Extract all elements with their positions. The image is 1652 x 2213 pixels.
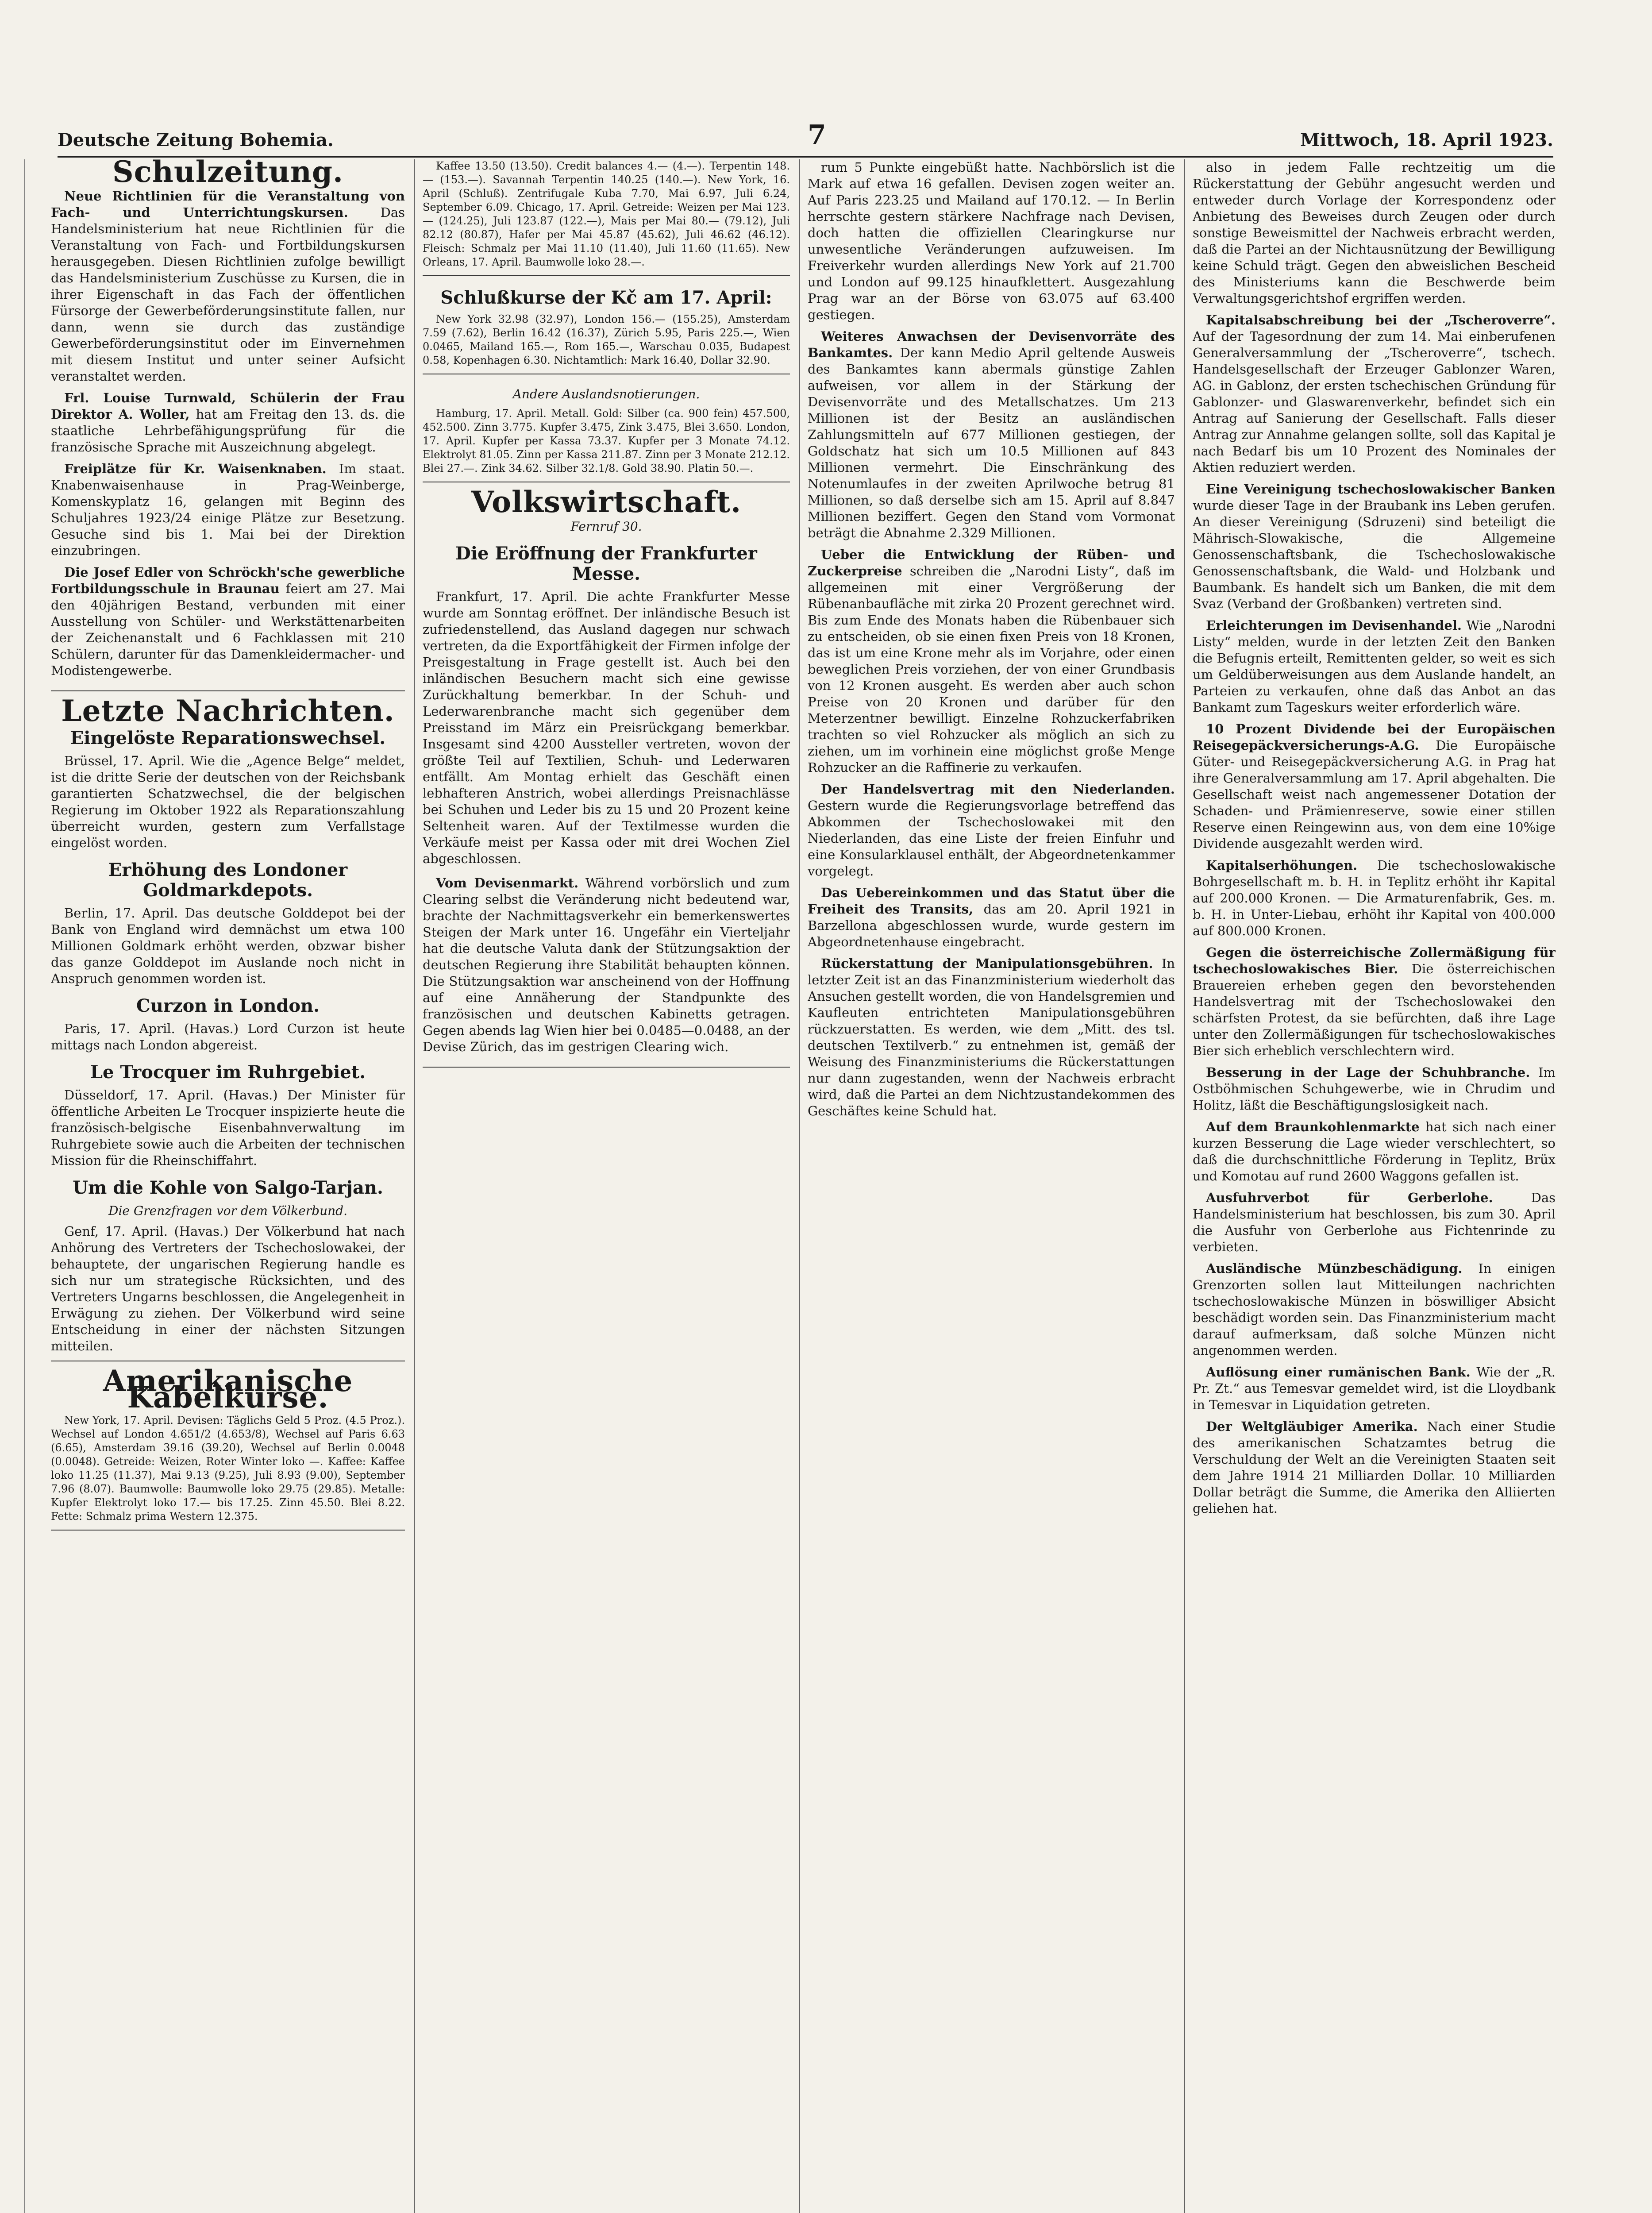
schulzeitung-section <box>51 159 405 691</box>
article: Ausländische Münzbeschädigung. In einigen Grenzorten sollen laut Mitteilungen nachrichten tschechoslowakische Münzen in böswilliger Absicht beschädigt worden sein. Das Finanzministerium macht darauf aufmerksam, daß solche Münzen nicht angenommen werden. <box>1193 1261 1556 1358</box>
section-title: Volkswirtschaft. <box>471 485 742 519</box>
article: Kapitalsabschreibung bei der „Tscheroverre“. Auf der Tagesordnung der zum 14. Mai einberufenen Generalversammlung der „Tscheroverre“, tschech. Handelsgesellschaft der Erzeuger Gablonzer Waren, AG. in Gablonz, der ersten tschechischen Gründung für Gablonzer- und Glaswarenverkehr, befindet sich ein Antrag auf Sanierung der Gesellschaft. Falls dieser Antrag zur Annahme gelangen sollte, soll das Kapital je nach Bedarf bis um 10 Prozent des Nominales der Aktien reduziert werden. <box>1193 312 1556 475</box>
article: Frl. Louise Turnwald, Schülerin der Frau Direktor A. Woller, hat am Freitag den 13. ds. die staatliche Lehrbefähigungsprüfung für die französische Sprache mit Auszeichnung abgelegt. <box>51 390 405 455</box>
newspaper-title: Deutsche Zeitung Bohemia. <box>58 130 334 150</box>
section-title: Letzte Nachrichten. <box>61 694 395 728</box>
article: Eine Vereinigung tschechoslowakischer Banken wurde dieser Tage in der Braubank ins Leben gerufen. An dieser Vereinigung (Sdruzeni) sind beteiligt die Mährisch-Slowakische, die Allgemeine Genossenschaftsbank, die Tschechoslowakische Genossenschaftsbank, die Wald- und Holzbank und Baumbank. Es handelt sich um Banken, die mit dem Svaz (Verband der Großbanken) vertreten sind. <box>1193 482 1556 611</box>
article: Freiplätze für Kr. Waisenknaben. Im staat. Knabenwaisenhause in Prag-Weinberge, Komenskyplatz 16, gelangen mit Beginn des Schuljahres 1923/24 einige Plätze zur Besetzung. Gesuche sind bis 1. Mai bei der Direktion einzubringen. <box>51 461 405 558</box>
section-title: Schulzeitung. <box>112 159 344 189</box>
volkswirtschaft-section: Volkswirtschaft. Fernruf 30. Die Eröffnung der Frankfurter Messe. Frankfurt, 17. April. Die achte Frankfurter Messe wurde am Sonntag eröffnet. Der inländische Besuch ist zufriedenstellend, das Ausland dagegen nur schwach vertreten, da die Exportfähigkeit der Firmen infolge der Preisgestaltung in Frage gestellt ist. Auch bei den inländischen Besuchern macht sich eine gewisse Zurückhaltung bemerkbar. In der Schuh- und Lederwarenbranche macht sich gegenüber dem Preisstand im März ein Preisrückgang bemerkbar. Insgesamt sind 4200 Aussteller vertreten, wovon der größte Teil auf Textilien, Schuh- und Lederwaren entfällt. Am Montag erhielt das Geschäft einen lebhafteren Anstrich, wobei allerdings Preisnachlässe bei Schuhen und Leder bis zu 15 und 20 Prozent keine Seltenheit waren. Auf der Textilmesse wurden die Verkäufe meist per Kassa oder mit drei Wochen Ziel abgeschlossen. Vom Devisenmarkt. Während vorbörslich und zum Clearing selbst die Veränderung nicht bedeutend war, brachte der Nachmittagsverkehr ein bemerkenswertes Steigen der Mark unter 16. Ungefähr ein Vierteljahr hat die deutsche Valuta dank der Stützungsaktion der deutschen Regierung ihre Stabilität behaupten können. Die Stützungsaktion war anscheinend von der Hoffnung auf eine Annäherung der Standpunkte des französischen und deutschen Kabinetts getragen. Gegen abends lag Wien hier bei 0.0485—0.0488, an der Devise Zürich, das im gestrigen Clearing wich. <box>423 494 790 1068</box>
article: Vom Devisenmarkt. Während vorbörslich und zum Clearing selbst die Veränderung nicht bedeutend war, brachte der Nachmittagsverkehr ein bemerkenswertes Steigen der Mark unter 16. Ungefähr ein Vierteljahr hat die deutsche Valuta dank der Stützungsaktion der deutschen Regierung ihre Stabilität behaupten können. Die Stützungsaktion war anscheinend von der Hoffnung auf eine Annäherung der Standpunkte des französischen und deutschen Kabinetts getragen. Gegen abends lag Wien hier bei 0.0485—0.0488, an der Devise Zürich, das im gestrigen Clearing wich. <box>423 875 790 1054</box>
kabelkurse-section <box>51 1364 405 1531</box>
column-rule <box>1184 159 1185 2213</box>
article: Auf dem Braunkohlenmarkte hat sich nach einer kurzen Besserung die Lage wieder verschlechtert, so daß die durchschnittliche Förderung in Teplitz, Brüx und Komotau auf rund 2600 Waggons gefallen ist. <box>1193 1119 1556 1184</box>
article: Das Uebereinkommen und das Statut über die Freiheit des Transits, das am 20. April 1921 in Barzellona abgeschlossen wurde, wurde gestern im Abgeordnetenhause eingebracht. <box>808 885 1175 949</box>
issue-date: Mittwoch, 18. April 1923. <box>1300 130 1553 150</box>
column-1 <box>51 159 405 2213</box>
article: Rückerstattung der Manipulationsgebühren. In letzter Zeit ist an das Finanzministerium wiederholt das Ansuchen gestellt worden, die von Handelsgremien und Kaufleuten entrichteten Manipulationsgebühren rückzuerstatten. Es werden, wie dem „Mitt. des tsl. deutschen Textilverb.“ zu entnehmen ist, gemäß der Weisung des Finanzministeriums die Rückerstattungen nur dann zugestanden, wenn der Nachweis erbracht wird, daß die Partei an dem Nichtzustandekommen des Geschäftes keine Schuld hat. <box>808 956 1175 1118</box>
article-headline: Die Eröffnung der Frankfurter Messe. <box>455 543 757 584</box>
article: Der Handelsvertrag mit den Niederlanden. Gestern wurde die Regierungsvorlage betreffend das Abkommen der Tschechoslowakei mit den Niederlanden, das eine Liste der freien Einfuhr und eine Konsularklausel enthält, der Abgeordnetenkammer vorgelegt. <box>808 782 1175 879</box>
column-4 <box>1193 159 1556 2213</box>
article: Die Josef Edler von Schröckh'sche gewerbliche Fortbildungsschule in Braunau feiert am 27. Mai den 40jährigen Bestand, verbunden mit einer Ausstellung von Schüler- und Werkstättenarbeiten der Zeichenanstalt und 6 Fachklassen mit 210 Schülern, darunter für das Damenkleidermacher- und Modistengewerbe. <box>51 565 405 678</box>
boerse-section <box>423 159 790 276</box>
market-text: New York 32.98 (32.97), London 156.— (155.25), Amsterdam 7.59 (7.62), Berlin 16.42 (16.37), Zürich 5.95, Paris 225.—, Wien 0.0465, Mailand 165.—, Rom 165.—, Warschau 0.035, Budapest 0.58, Kopenhagen 6.30. Nichtamtlich: Mark 16.40, Dollar 32.90. <box>423 313 790 366</box>
article: Der Weltgläubiger Amerika. Nach einer Studie des amerikanischen Schatzamtes betrug die Verschuldung der Welt an die Vereinigten Staaten seit dem Jahre 1914 21 Milliarden Dollar. 10 Milliarden Dollar beträgt die Summe, die Amerika den Alliierten geliehen hat. <box>1193 1419 1556 1516</box>
article: Auflösung einer rumänischen Bank. Wie der „R. Pr. Zt.“ aus Temesvar gemeldet wird, ist die Lloydbank in Temesvar in Liquidation getreten. <box>1193 1365 1556 1412</box>
auslandsnotierungen-section <box>423 386 790 482</box>
section-title: Amerikanische Kabelkurse. <box>103 1364 353 1415</box>
schlusskurse-section <box>423 288 790 374</box>
article-headline: Curzon in London. <box>136 995 320 1016</box>
article: Weiteres Anwachsen der Devisenvorräte des Bankamtes. Der kann Medio April geltende Ausweis des Bankamtes kann abermals günstige Zahlen aufweisen, vor allem in der Stärkung der Devisenvorräte und des Metallschatzes. Um 213 Millionen ist der Besitz an ausländischen Zahlungsmitteln auf 677 Millionen gestiegen, der Goldschatz hat sich um 10.5 Millionen auf 843 Millionen vermehrt. Die Einschränkung des Notenumlaufes in der zweiten Aprilwoche betrug 81 Millionen, so daß derselbe sich am 15. April auf 8.847 Millionen beziffert. Gegen den Stand vom Vormonat beträgt die Abnahme 2.329 Millionen. <box>808 329 1175 540</box>
article-subheadline: Die Grenzfragen vor dem Völkerbund. <box>108 1203 347 1218</box>
page-header <box>58 111 1553 158</box>
page-number: 7 <box>808 120 826 150</box>
article: rum 5 Punkte eingebüßt hatte. Nachbörslich ist die Mark auf etwa 16 gefallen. Devisen zogen weiter an. Auf Paris 223.25 und Mailand auf 170.12. — In Berlin herrschte gestern stärkere Nachfrage nach Devisen, doch hatten die offiziellen Clearingkurse nur unwesentliche Veränderungen aufzuweisen. Im Freiverkehr wurden allerdings New York auf 21.700 und London auf 99.125 hinaufklettert. Ausgezahlung Prag war an der Börse von 63.075 auf 63.400 gestiegen. <box>808 160 1175 322</box>
column-rule <box>414 159 415 2213</box>
section-title: Schlußkurse der Kč am 17. April: <box>440 287 772 308</box>
article: Erleichterungen im Devisenhandel. Wie „Narodni Listy“ melden, wurde in der letzten Zeit den Banken die Befugnis erteilt, Remittenten gelder, so weit es sich um Geldüberweisungen aus dem Auslande handelt, an Parteien zu verkaufen, ohne daß das Anbot an das Bankamt zum Tageskurs weiter erforderlich wäre. <box>1193 618 1556 715</box>
section-subtitle: Fernruf 30. <box>570 519 642 534</box>
article: Neue Richtlinien für die Veranstaltung von Fach- und Unterrichtungskursen. Das Handelsministerium hat neue Richtlinien für die Veranstaltung von Fach- und Fortbildungskursen herausgegeben. Diesen Richtlinien zufolge bewilligt das Handelsministerium Zuschüsse zu Kursen, die in ihrer Eigenschaft in das Fach der öffentlichen Fürsorge der Gewerbeförderungsinstitute fallen, nur dann, wenn sie durch das zuständige Gewerbeförderungsinstitut oder im Einvernehmen mit diesem Institut und unter seiner Aufsicht veranstaltet werden. <box>51 189 405 384</box>
market-text: Kaffee 13.50 (13.50). Credit balances 4.— (4.—). Terpentin 148.— (153.—). Savannah Terpentin 140.25 (140.—). New York, 16. April (Schluß). Zentrifugale Kuba 7.70, Mai 6.97, Juli 6.24, September 6.09. Chicago, 17. April. Getreide: Weizen per Mai 123.— (124.25), Juli 123.87 (122.—), Mais per Mai 80.— (79.12), Juli 82.12 (80.87), Hafer per Mai 45.87 (45.62), Juli 46.62 (46.12). Fleisch: Schmalz per Mai 11.10 (11.40), Juli 11.60 (11.65). New Orleans, 17. April. Baumwolle loko 28.—. <box>423 160 790 268</box>
article: Ausfuhrverbot für Gerberlohe. Das Handelsministerium hat beschlossen, bis zum 30. April die Ausfuhr von Gerberlohe aus Fichtenrinde zu verbieten. <box>1193 1190 1556 1254</box>
article-headline: Um die Kohle von Salgo-Tarjan. <box>73 1177 383 1198</box>
adjacent-page-edge <box>0 159 25 2213</box>
market-text: New York, 17. April. Devisen: Täglichs Geld 5 Proz. (4.5 Proz.). Wechsel auf London 4.651/2 (4.653/8), Wechsel auf Paris 6.63 (6.65), Amsterdam 39.16 (39.20), Wechsel auf Berlin 0.0048 (0.0048). Getreide: Weizen, Roter Winter loko —. Kaffee: Kaffee loko 11.25 (11.37), Mai 9.13 (9.25), Juli 8.93 (9.00), September 7.96 (8.07). Baumwolle: Baumwolle loko 29.75 (29.85). Metalle: Kupfer Elektrolyt loko 17.— bis 17.25. Zinn 45.50. Blei 8.22. Fette: Schmalz prima Western 12.375. <box>51 1414 405 1523</box>
column-2 <box>423 159 790 2213</box>
letzte-nachrichten-section: Letzte Nachrichten. Eingelöste Reparationswechsel. Brüssel, 17. April. Wie die „Agence Belge“ meldet, ist die dritte Serie der deutschen von der Reichsbank garantierten Schatzwechsel, die der belgischen Regierung im Oktober 1922 als Reparationszahlung überreicht wurden, gestern zum Verfallstage eingelöst worden. Erhöhung des Londoner Goldmarkdepots. Berlin, 17. April. Das deutsche Golddepot bei der Bank von England wird demnächst um etwa 100 Millionen Goldmark erhöht werden, obzwar bisher das ganze Golddepot im Auslande noch nicht in Anspruch genommen worden ist. Curzon in London. Paris, 17. April. (Havas.) Lord Curzon ist heute mittags nach London abgereist. Le Trocquer im Ruhrgebiet. Düsseldorf, 17. April. (Havas.) Der Minister für öffentliche Arbeiten Le Trocquer inspizierte heute die französisch-belgische Eisenbahnverwaltung im Ruhrgebiete sowie auch die Arbeiten der technischen Mission für die Rheinschiffahrt. Um die Kohle von Salgo-Tarjan. Die Grenzfragen vor dem Völkerbund. Genf, 17. April. (Havas.) Der Völkerbund hat nach Anhörung des Vertreters der Tschechoslowakei, der behauptete, der ungarischen Regierung handle es sich nur um strategische Rücksichten, und des Vertreters Ungarns beschlossen, die Angelegenheit in Erwägung zu ziehen. Der Völkerbund wird seine Entscheidung in einer der nächsten Sitzungen mitteilen. <box>51 703 405 1361</box>
article: 10 Prozent Dividende bei der Europäischen Reisegepäckversicherungs-A.G. Die Europäische Güter- und Reisegepäckversicherung A.G. in Prag hat ihre Generalversammlung am 17. April abgehalten. Die Gesellschaft weist nach angemessener Dotation der Schaden- und Prämienreserve, sowie einer stillen Reserve einen Reingewinn aus, von dem eine 10%ige Dividende ausgezahlt werden wird. <box>1193 721 1556 851</box>
column-3 <box>808 159 1175 2213</box>
column-rule <box>799 159 800 2213</box>
market-text: Hamburg, 17. April. Metall. Gold: Silber (ca. 900 fein) 457.500, 452.500. Zinn 3.775. Kupfer 3.475, Zink 3.475, Blei 3.650. London, 17. April. Kupfer per Kassa 73.37. Kupfer per 3 Monate 74.12. Elektrolyt 81.05. Zinn per Kassa 211.87. Zinn per 3 Monate 212.12. Blei 27.—. Zink 34.62. Silber 32.1/8. Gold 38.90. Platin 50.—. <box>423 407 790 474</box>
article-headline: Le Trocquer im Ruhrgebiet. <box>90 1062 366 1083</box>
article: Ueber die Entwicklung der Rüben- und Zuckerpreise schreiben die „Narodni Listy“, daß im allgemeinen mit einer Vergrößerung der Rübenanbaufläche mit zirka 20 Prozent gerechnet wird. Bis zum Ende des Monats haben die Rübenbauer sich zu entscheiden, ob sie einen fixen Preis von 18 Kronen, das ist um eine Krone mehr als im Vorjahre, oder einen beweglichen Preis vorziehen, der von einer Grundbasis von 12 Kronen ausgeht. Es werden aber auch schon Preise von 20 Kronen und darüber für den Meterzentner bewilligt. Einzelne Rohzuckerfabriken trachten so viel Rohzucker als möglich an sich zu ziehen, um im vorhinein eine möglichst große Menge Rohzucker an die Raffinerie zu verkaufen. <box>808 547 1175 775</box>
article-headline: Erhöhung des Londoner Goldmarkdepots. <box>108 860 348 901</box>
article: Besserung in der Lage der Schuhbranche. Im Ostböhmischen Schuhgewerbe, wie in Chrudim und Holitz, läßt die Beschäftigungslosigkeit nach. <box>1193 1065 1556 1113</box>
article: Kapitalserhöhungen. Die tschechoslowakische Bohrgesellschaft m. b. H. in Teplitz erhöht ihr Kapital auf 200.000 Kronen. — Die Armaturenfabrik, Ges. m. b. H. in Unter-Liebau, erhöht ihr Kapital von 400.000 auf 800.000 Kronen. <box>1193 858 1556 938</box>
article-headline: Eingelöste Reparationswechsel. <box>70 728 386 748</box>
article: Gegen die österreichische Zollermäßigung für tschechoslowakisches Bier. Die österreichischen Brauereien erheben gegen den bevorstehenden Handelsvertrag mit der Tschechoslowakei den schärfsten Protest, da sie befürchten, daß ihre Lage unter den Zollermäßigungen für tschechoslowakisches Bier sich erheblich verschlechtern wird. <box>1193 945 1556 1058</box>
section-title: Andere Auslandsnotierungen. <box>512 387 700 401</box>
article: also in jedem Falle rechtzeitig um die Rückerstattung der Gebühr angesucht werden und entweder durch Vorlage der Korrespondenz oder Anbietung des Beweises durch Zeugen oder durch sonstige Beweismittel der Nachweis erbracht werden, daß die Partei an der Nichtausnützung der Bewilligung keine Schuld trägt. Gegen den abweislichen Bescheid des Ministeriums kann die Beschwerde beim Verwaltungsgerichtshof ergriffen werden. <box>1193 160 1556 306</box>
